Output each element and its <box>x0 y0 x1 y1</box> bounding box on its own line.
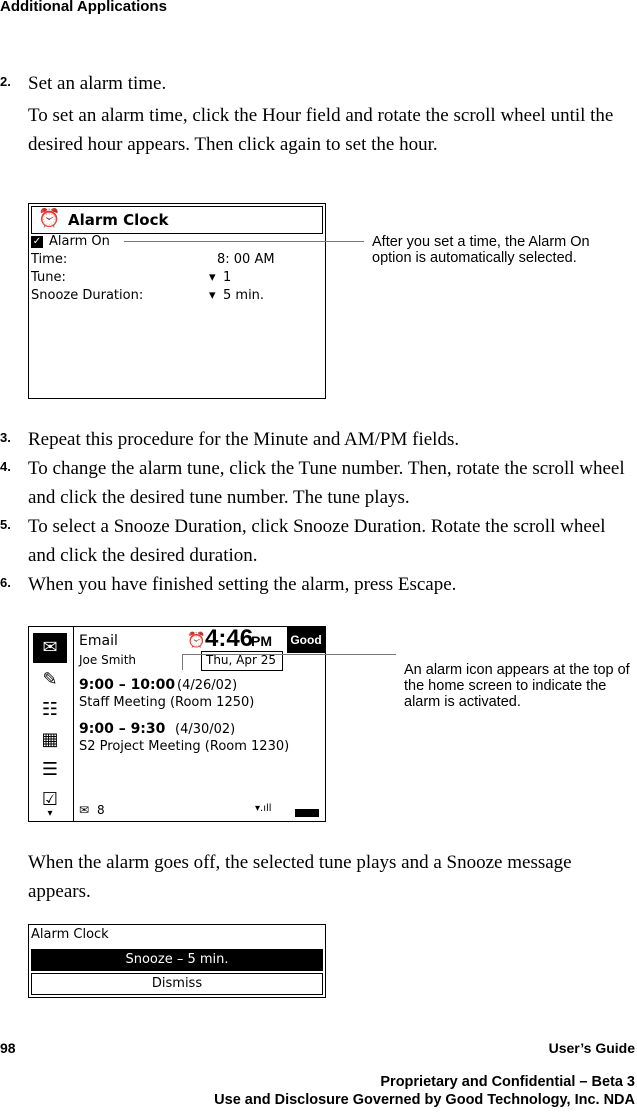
alarm-icon: ⏰ <box>187 631 206 649</box>
good-logo: Good <box>287 627 325 653</box>
guide-title: User’s Guide <box>548 1040 635 1056</box>
event-time[interactable]: 9:00 – 9:30 <box>79 721 166 737</box>
step-number: 2. <box>0 74 11 89</box>
home-screen-screenshot <box>28 626 326 822</box>
confidential-line: Proprietary and Confidential – Beta 3 <box>380 1074 635 1090</box>
time-value[interactable]: 8: 00 AM <box>217 252 275 267</box>
step-number: 4. <box>0 459 11 474</box>
tune-dropdown-icon: ▾ <box>209 270 216 285</box>
event-list <box>79 677 319 765</box>
clock-time: 4:46 <box>205 626 254 652</box>
snooze-title: Alarm Clock <box>31 927 109 942</box>
callout-leader-2a <box>182 654 183 670</box>
step-number: 6. <box>0 575 11 590</box>
event-title[interactable]: S2 Project Meeting (Room 1230) <box>79 739 290 754</box>
event-date: (4/30/02) <box>175 722 236 737</box>
callout-alarm-icon: An alarm icon appears at the top of the home screen to indicate the alarm is activated. <box>404 662 630 710</box>
snooze-dropdown-icon: ▾ <box>209 288 216 303</box>
clock-ampm: PM <box>251 633 272 649</box>
callout-alarm-on: After you set a time, the Alarm On option is automatically selected. <box>372 234 590 266</box>
step-text: To select a Snooze Duration, click Snooze Duration. Rotate the scroll wheel and click the desired duration. <box>28 516 606 566</box>
date-text: Thu, Apr 25 <box>206 653 277 667</box>
message-count: 8 <box>97 803 105 817</box>
notes-icon[interactable]: ☰ <box>41 759 59 780</box>
email-icon[interactable]: ✉ <box>33 633 67 663</box>
alarm-on-label: Alarm On <box>49 234 110 249</box>
snooze-value[interactable]: 5 min. <box>223 288 265 303</box>
snooze-paragraph: When the alarm goes off, the selected tune plays and a Snooze message appears. <box>28 852 572 902</box>
tune-value[interactable]: 1 <box>223 270 232 285</box>
app-label: Email <box>79 633 118 649</box>
alarm-title: Alarm Clock <box>68 211 169 229</box>
step-number: 5. <box>0 517 11 532</box>
tasks-icon[interactable]: ☑ <box>41 789 59 810</box>
pen-icon[interactable]: ✎ <box>42 669 58 690</box>
contacts-icon[interactable]: ☷ <box>41 699 59 720</box>
step-text: To change the alarm tune, click the Tune number. Then, rotate the scroll wheel and click the desired tune number. The tune plays. <box>28 458 625 508</box>
running-header: Additional Applications <box>0 0 167 15</box>
event-time[interactable]: 9:00 – 10:00 <box>79 677 176 693</box>
calendar-icon[interactable]: ▦ <box>41 729 59 750</box>
step-title: Set an alarm time. <box>28 73 167 94</box>
time-label: Time: <box>31 252 68 267</box>
step-text: Repeat this procedure for the Minute and AM/PM fields. <box>28 429 460 450</box>
step-number: 3. <box>0 430 11 445</box>
nda-line: Use and Disclosure Governed by Good Technology, Inc. NDA <box>214 1092 635 1108</box>
user-name: Joe Smith <box>79 653 137 667</box>
snooze-option[interactable]: Snooze – 5 min. <box>31 949 323 971</box>
page-number: 98 <box>0 1040 16 1056</box>
alarm-title-bar <box>31 206 323 234</box>
icon-bar-divider <box>73 627 74 821</box>
event-date: (4/26/02) <box>177 678 238 693</box>
tune-label: Tune: <box>31 270 66 285</box>
step-text: When you have finished setting the alarm, press Escape. <box>28 574 457 595</box>
battery-icon <box>295 809 319 817</box>
snooze-screenshot <box>28 924 326 998</box>
alarm-on-checkbox[interactable]: ✓ <box>32 236 42 247</box>
event-title[interactable]: Staff Meeting (Room 1250) <box>79 695 255 710</box>
app-icon-bar <box>29 627 73 821</box>
alarm-clock-icon: ⏰ <box>38 208 61 229</box>
more-icon[interactable]: ▾ <box>47 808 53 819</box>
callout-leader-1 <box>124 241 364 242</box>
signal-icon: ▾.ıll <box>255 803 272 814</box>
callout-leader-2b <box>182 654 396 655</box>
snooze-label: Snooze Duration: <box>31 288 144 303</box>
alarm-clock-screenshot <box>28 203 326 399</box>
dismiss-option[interactable]: Dismiss <box>31 973 323 995</box>
message-envelope-icon: ✉ <box>79 803 90 817</box>
step-2-body: To set an alarm time, click the Hour field and rotate the scroll wheel until the desired hour appears. Then click again to set the hour. <box>28 105 614 155</box>
